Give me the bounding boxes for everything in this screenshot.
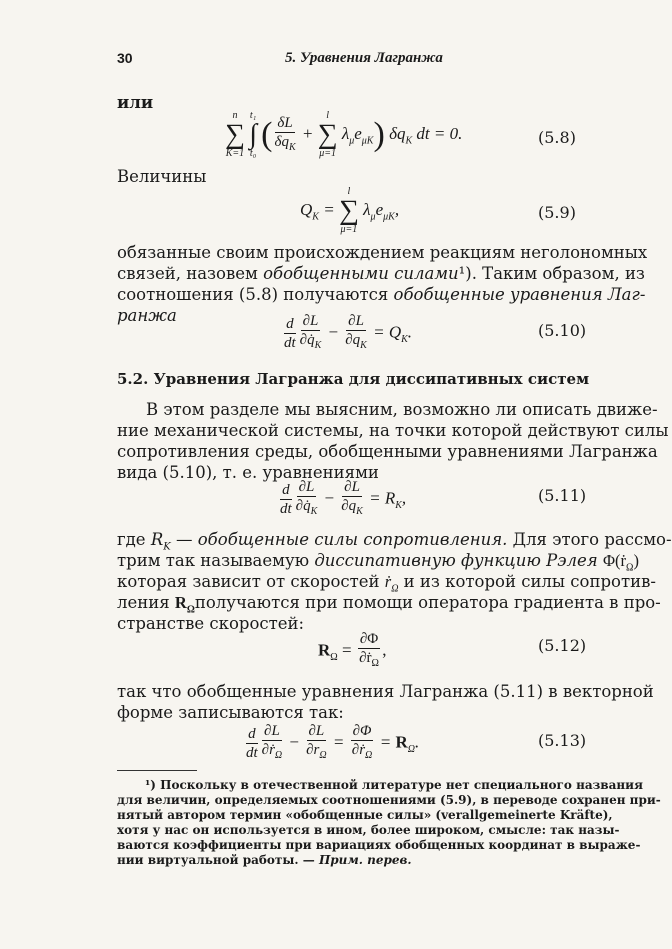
text-run: получаются при помощи оператора градиента в про-	[194, 593, 661, 612]
footnote-rule	[117, 770, 197, 771]
paragraph-line: ние механической системы, на точки которой действуют силы	[117, 421, 669, 440]
paragraph-line: обязанные своим происхождением реакциям неголономных	[117, 243, 648, 262]
formula-r-omega: $R_\Omega$	[174, 593, 195, 616]
equation-number-5-13: (5.13)	[538, 731, 587, 750]
paragraph-line	[117, 284, 646, 305]
text-run: трим так называемую	[117, 551, 315, 570]
equation-5-9: $Q_K$ = l ∑ μ=1 $\lambda_\mu e_{\mu K}$,	[300, 186, 400, 235]
word-velichiny: Величины	[117, 167, 207, 186]
paragraph-line: сопротивления среды, обобщенными уравнениями Лагранжа	[117, 442, 658, 461]
word-ili: или	[117, 93, 154, 112]
equation-number-5-12: (5.12)	[538, 636, 587, 655]
equation-number-5-8: (5.8)	[538, 128, 576, 147]
page-number: 30	[117, 50, 133, 66]
text-run: и из которой силы сопротив-	[398, 572, 656, 591]
text-run: где	[117, 530, 151, 549]
footnote-line	[117, 853, 599, 869]
text-run: соотношения (5.8) получаются	[117, 285, 394, 304]
footnote-line: для величин, определяемых соотношениями (5.9), в переводе сохранен при-	[117, 793, 661, 807]
term-generalized-lagrange: обобщенные уравнения Лаг-	[393, 285, 646, 304]
equation-number-5-10: (5.10)	[538, 321, 587, 340]
text-run: —	[170, 530, 198, 549]
paragraph-line: странстве скоростей:	[117, 614, 305, 633]
formula-phi: Φ(ṙ$_\Omega$)	[602, 551, 639, 574]
paragraph-line: ранжа	[117, 306, 177, 325]
text-run: нии виртуальной работы. —	[117, 853, 319, 867]
equation-5-8: n ∑ K=1 t₁ ∫ t₀ ( $\frac{\delta L}{\delta q_K}$ + l ∑ μ=1 $\lambda_\mu e_{\mu K}$) $\delta q_K$ dt = 0.	[225, 110, 463, 159]
footnote-line: ¹) Поскольку в отечественной литературе нет специального названия	[145, 778, 643, 792]
equation-number-5-11: (5.11)	[538, 486, 587, 505]
equation-5-13: $\frac{d}{dt}$ $\frac{\partial L}{\partial ṙ_\Omega}$ − $\frac{\partial L}{\partial r_\Omega}$ = $\frac{\partial\Phi}{\partial ṙ_\Omega}$ = $R_\Omega$.	[246, 723, 420, 761]
term-rayleigh-function: диссипативную функцию Рэлея	[314, 551, 598, 570]
footnote-line: хотя у нас он используется в ином, более широком, смысле: так назы-	[117, 823, 620, 837]
paragraph-line: форме записываются так:	[117, 703, 344, 722]
symbol-k: K	[163, 541, 171, 553]
footnote-line: нятый автором термин «обобщенные силы» (verallgemeinerte Kräfte),	[117, 808, 613, 822]
paragraph-line: вида (5.10), т. е. уравнениями	[117, 463, 379, 482]
text-run: Для этого рассмо-	[507, 530, 672, 549]
formula-velocity: ṙ$_\Omega$	[384, 572, 399, 595]
symbol-r: R	[150, 530, 164, 549]
footnote-line: ваются коэффициенты при вариациях обобщенных координат в выраже-	[117, 838, 641, 852]
equation-5-11: $\frac{d}{dt}$ $\frac{\partial L}{\partial q̇_K}$ − $\frac{\partial L}{\partial q_K}$ = $R_K$,	[280, 479, 407, 517]
text-run: связей, назовем	[117, 264, 264, 283]
equation-5-10: $\frac{d}{dt}$ $\frac{\partial L}{\partial q̇_K}$ − $\frac{\partial L}{\partial q_K}$ = $Q_K$.	[284, 313, 413, 351]
paragraph-line: В этом разделе мы выясним, возможно ли описать движе-	[146, 400, 658, 419]
paragraph-line: так что обобщенные уравнения Лагранжа (5.11) в векторной	[117, 682, 654, 701]
text-run: которая зависит от скоростей	[117, 572, 385, 591]
translator-note: Прим. перев.	[318, 853, 412, 867]
text-run: ления	[117, 593, 175, 612]
equation-5-12: $R_\Omega$ = $\frac{\partial\Phi}{\partial ṙ_\Omega}$ ,	[318, 631, 387, 669]
paragraph-line	[117, 263, 645, 284]
running-head: 5. Уравнения Лагранжа	[285, 50, 443, 66]
term-generalized-forces: обобщенными силами	[263, 264, 459, 283]
term-resistance-forces: обобщенные силы сопротивления.	[197, 530, 508, 549]
section-heading: 5.2. Уравнения Лагранжа для диссипативных систем	[117, 370, 590, 388]
text-run: ¹). Таким образом, из	[458, 264, 645, 283]
equation-number-5-9: (5.9)	[538, 203, 576, 222]
